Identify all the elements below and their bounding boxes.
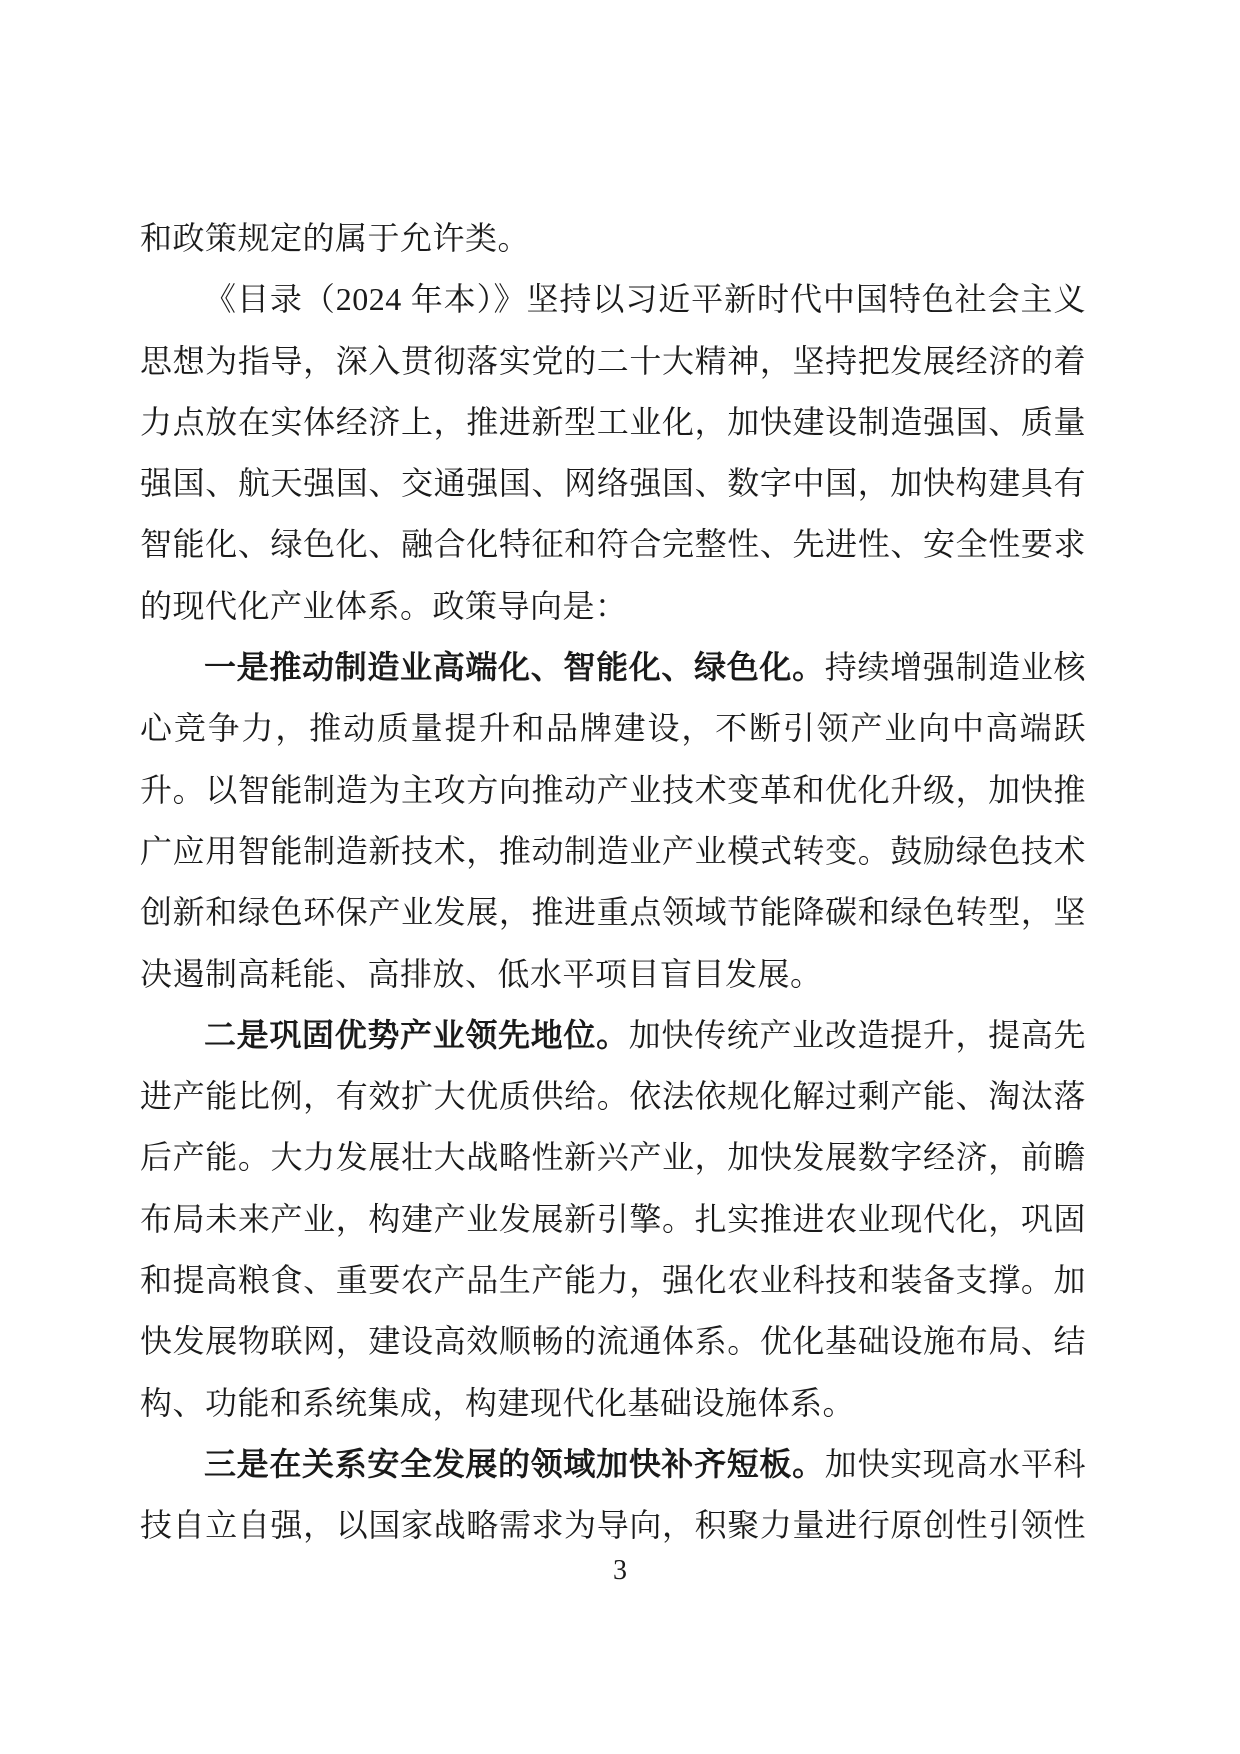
- paragraph: [140, 208, 1086, 269]
- paragraph-text: 加快实现高水平科技自立自强，以国家战略需求为导向，积聚力量进行原创性引领性: [140, 1445, 1086, 1544]
- paragraph-lead: 一是推动制造业高端化、智能化、绿色化。: [204, 649, 825, 686]
- paragraph: [140, 1005, 1086, 1434]
- paragraph-lead: 二是巩固优势产业领先地位。: [204, 1016, 629, 1053]
- paragraph-text: 和政策规定的属于允许类。: [140, 220, 531, 256]
- paragraph: [140, 1434, 1086, 1557]
- paragraph-lead: 三是在关系安全发展的领域加快补齐短板。: [204, 1445, 825, 1482]
- paragraph-text: 持续增强制造业核心竞争力，推动质量提升和品牌建设，不断引领产业向中高端跃升。以智能制造为主攻方向推动产业技术变革和优化升级，加快推广应用智能制造新技术，推动制造业产业模式转变。鼓励绿色技术创新和绿色环保产业发展，推进重点领域节能降碳和绿色转型，坚决遏制高耗能、高排放、低水平项目盲目发展。: [140, 649, 1086, 992]
- paragraph: [140, 637, 1086, 1005]
- paragraph-text: 《目录（2024 年本）》坚持以习近平新时代中国特色社会主义思想为指导，深入贯彻落实党的二十大精神，坚持把发展经济的着力点放在实体经济上，推进新型工业化，加快建设制造强国、质量强国、航天强国、交通强国、网络强国、数字中国，加快构建具有智能化、绿色化、融合化特征和符合完整性、先进性、安全性要求的现代化产业体系。政策导向是：: [140, 281, 1086, 624]
- paragraph-text: 加快传统产业改造提升，提高先进产能比例，有效扩大优质供给。依法依规化解过剩产能、淘汰落后产能。大力发展壮大战略性新兴产业，加快发展数字经济，前瞻布局未来产业，构建产业发展新引擎。扎实推进农业现代化，巩固和提高粮食、重要农产品生产能力，强化农业科技和装备支撑。加快发展物联网，建设高效顺畅的流通体系。优化基础设施布局、结构、功能和系统集成，构建现代化基础设施体系。: [140, 1016, 1086, 1421]
- paragraph: [140, 269, 1086, 637]
- page-number: 3: [613, 1555, 627, 1586]
- document-body: [140, 208, 1086, 1557]
